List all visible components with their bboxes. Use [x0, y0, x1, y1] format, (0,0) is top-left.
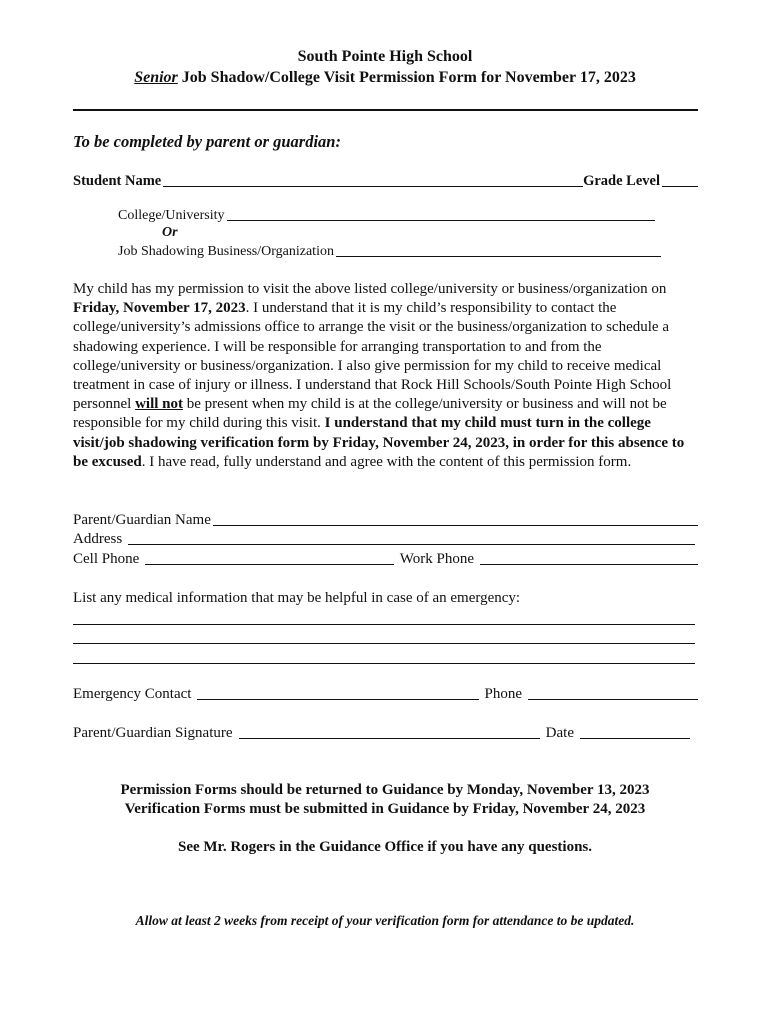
- address-field[interactable]: [128, 544, 695, 545]
- attendance-update-note: Allow at least 2 weeks from receipt of your verification form for attendance to be updated.: [135, 913, 635, 928]
- return-deadline-notice: Permission Forms should be returned to Guidance by Monday, November 13, 2023: [120, 782, 650, 798]
- student-name-field[interactable]: [163, 186, 583, 187]
- verification-deadline-sentence: I understand that my child must turn in the college visit/job shadowing verification form by Friday, November 24, 2023, in order for this absence to be excused: [73, 415, 685, 470]
- date-field[interactable]: [580, 738, 690, 739]
- college-field[interactable]: [227, 220, 655, 221]
- business-label: Job Shadowing Business/Organization: [118, 244, 334, 259]
- form-title-rest: Job Shadow/College Visit Permission Form for November 17, 2023: [177, 69, 636, 86]
- college-label: College/University: [118, 208, 225, 223]
- verification-deadline-notice: Verification Forms must be submitted in Guidance by Friday, November 24, 2023: [124, 801, 646, 817]
- cell-phone-label: Cell Phone: [73, 551, 140, 567]
- emergency-phone-field[interactable]: [528, 699, 698, 700]
- guardian-name-row: [73, 512, 698, 529]
- medical-line-3[interactable]: [73, 663, 695, 664]
- school-name: South Pointe High School: [297, 48, 473, 65]
- permission-text-3: be present when my child is at the college/university or business and will not be responsible for my child during this visit.: [73, 396, 667, 432]
- business-field[interactable]: [336, 256, 661, 257]
- grade-level-label: Grade Level: [583, 173, 660, 189]
- medical-info-label: List any medical information that may be helpful in case of an emergency:: [73, 590, 521, 606]
- grade-level-field[interactable]: [662, 186, 698, 187]
- header-divider: [73, 109, 698, 111]
- signature-row: [73, 725, 690, 742]
- college-row: [118, 208, 655, 224]
- guardian-name-field[interactable]: [213, 525, 698, 526]
- student-row: [73, 173, 698, 190]
- form-title: [0, 69, 770, 87]
- permission-text-1: My child has my permission to visit the above listed college/university or business/organization on: [73, 281, 667, 297]
- permission-date: Friday, November 17, 2023: [73, 300, 246, 317]
- address-label: Address: [73, 531, 123, 547]
- permission-text-4: . I have read, fully understand and agree with the content of this permission form.: [141, 453, 632, 470]
- emergency-contact-field[interactable]: [197, 699, 478, 700]
- work-phone-field[interactable]: [480, 564, 698, 565]
- guardian-name-label: Parent/Guardian Name: [73, 512, 211, 528]
- emergency-contact-label: Emergency Contact: [73, 686, 192, 702]
- medical-line-1[interactable]: [73, 624, 695, 625]
- guidance-contact-notice: See Mr. Rogers in the Guidance Office if you have any questions.: [177, 839, 593, 855]
- date-label: Date: [545, 725, 574, 741]
- business-row: [118, 244, 661, 260]
- phone-row: [73, 551, 698, 568]
- permission-statement: [73, 280, 698, 472]
- emergency-row: [73, 686, 698, 703]
- cell-phone-field[interactable]: [145, 564, 394, 565]
- emergency-phone-label: Phone: [484, 686, 522, 702]
- form-title-senior: Senior: [134, 69, 178, 86]
- medical-line-2[interactable]: [73, 643, 695, 644]
- signature-field[interactable]: [239, 738, 540, 739]
- section-subheading: To be completed by parent or guardian:: [73, 132, 341, 151]
- permission-text-2: . I understand that it is my child’s responsibility to contact the college/university’s admissions office to arrange the visit or the business/organization to schedule a shadowing experience. I will be responsible for arranging transportation to and from the college/university or business/organization. I also give permission for my child to receive medical treatment in case of injury or illness. I understand that Rock Hill Schools/South Pointe High School personnel: [73, 300, 672, 413]
- signature-label: Parent/Guardian Signature: [73, 725, 233, 741]
- address-row: [73, 531, 695, 548]
- work-phone-label: Work Phone: [399, 551, 474, 567]
- student-name-label: Student Name: [73, 173, 162, 189]
- will-not-emphasis: will not: [135, 396, 184, 413]
- or-label: Or: [162, 225, 178, 240]
- medical-label-row: [73, 590, 698, 607]
